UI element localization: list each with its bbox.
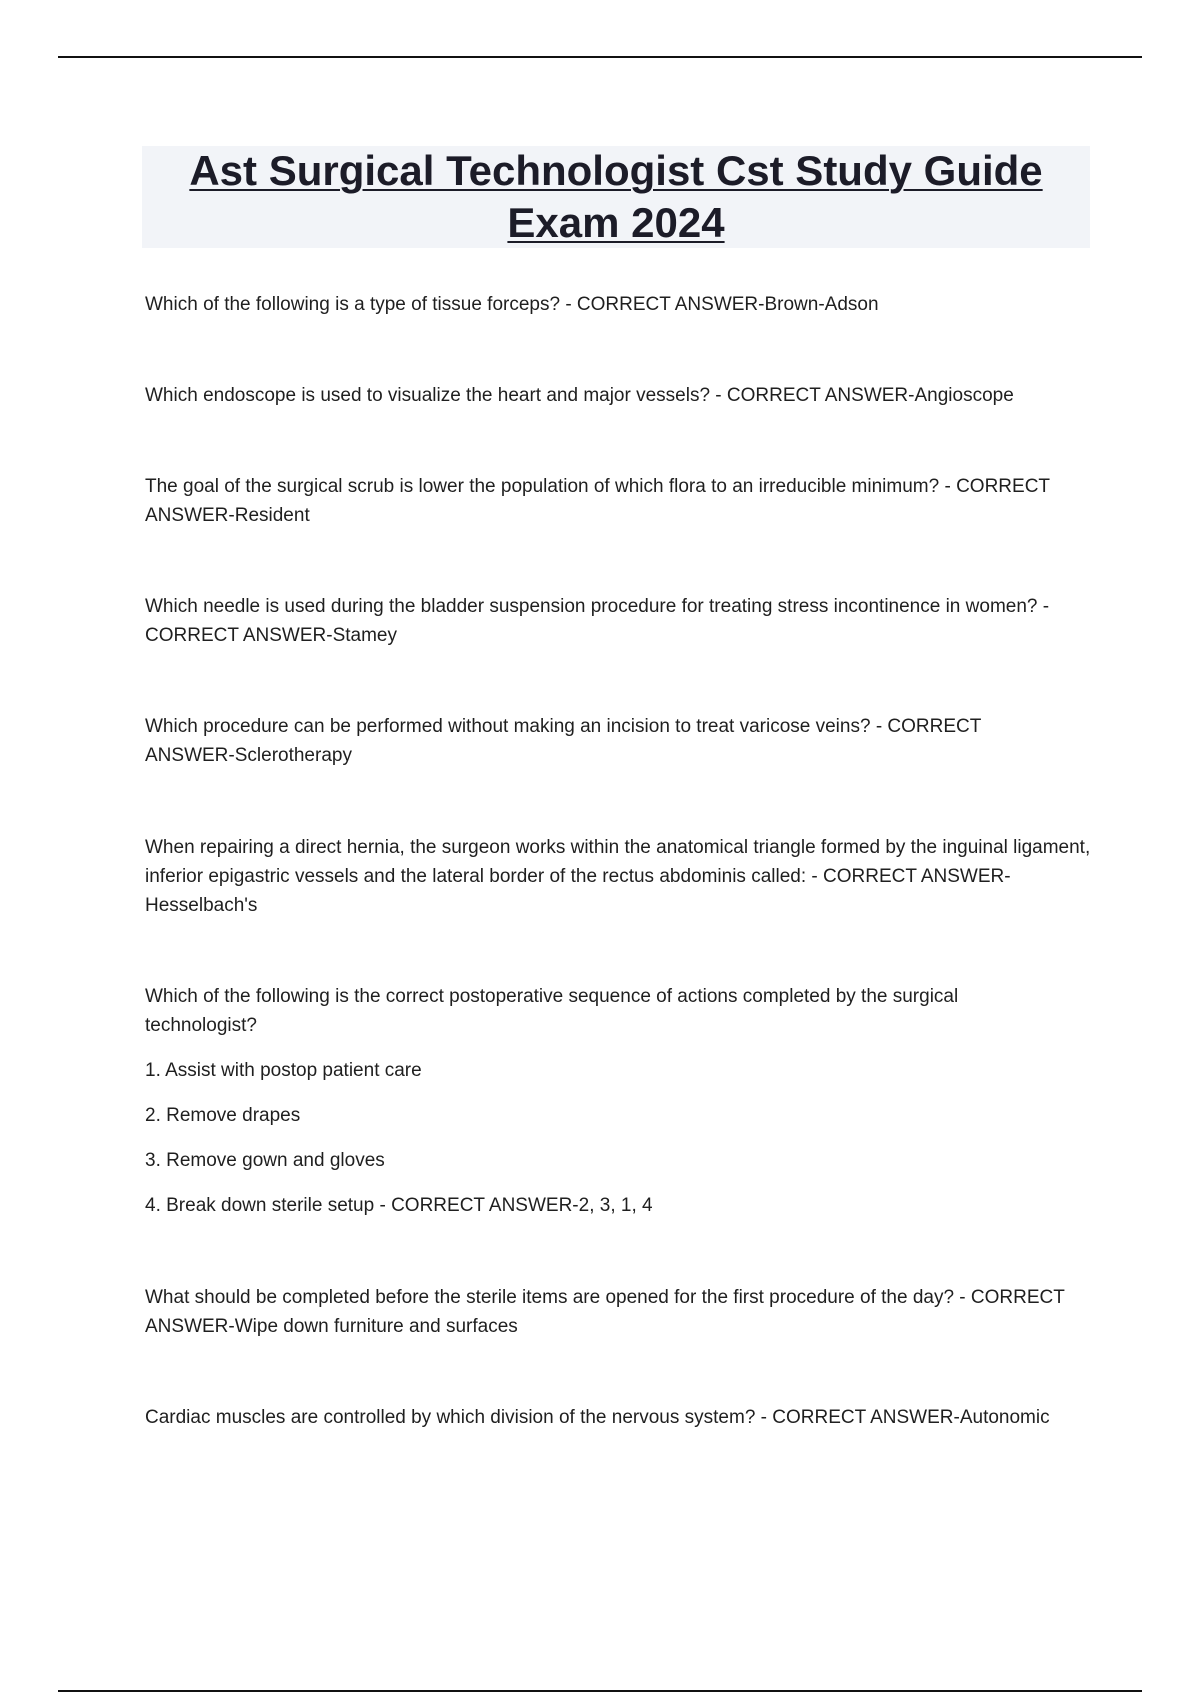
qa-item — [145, 381, 1095, 410]
question-text: The goal of the surgical scrub is lower the population of which flora to an irreducible minimum? — [145, 476, 940, 497]
list-item: 3. Remove gown and gloves — [145, 1150, 385, 1171]
answer-text: Hesselbach's — [145, 895, 258, 916]
answer-text: Brown-Adson — [764, 294, 879, 315]
qa-item — [145, 712, 1055, 770]
qa-item — [145, 290, 1095, 319]
answer-text: Sclerotherapy — [234, 745, 352, 766]
answer-separator: - CORRECT ANSWER- — [560, 294, 765, 315]
list-item: 2. Remove drapes — [145, 1105, 301, 1126]
question-text: When repairing a direct hernia, the surgeon works within the anatomical triangle formed by the inguinal ligament, inferior epigastric vessels and the lateral border of the rectus abdominis called: — [145, 837, 1091, 887]
list-item: 1. Assist with postop patient care — [145, 1060, 422, 1081]
question-text: Which of the following is the correct postoperative sequence of actions completed by the surgical technologist? — [145, 986, 959, 1036]
question-text: What should be completed before the sterile items are opened for the first procedure of the day? — [145, 1287, 955, 1308]
qa-item — [145, 833, 1095, 920]
answer-separator: - CORRECT ANSWER- — [145, 476, 1050, 526]
list-item — [145, 1191, 1055, 1220]
question-text: Which of the following is a type of tissue forceps? — [145, 294, 561, 315]
answer-separator: - CORRECT ANSWER- — [806, 866, 1011, 887]
answer-separator: - CORRECT ANSWER- — [755, 1407, 960, 1428]
question-text: Which procedure can be performed without making an incision to treat varicose veins? — [145, 716, 871, 737]
title-banner — [142, 146, 1090, 248]
answer-text: Angioscope — [914, 385, 1014, 406]
answer-separator: - CORRECT ANSWER- — [710, 385, 915, 406]
answer-separator: - CORRECT ANSWER- — [374, 1195, 579, 1216]
answer-text: Autonomic — [959, 1407, 1050, 1428]
top-rule — [58, 56, 1142, 58]
bottom-rule — [58, 1690, 1142, 1692]
qa-item — [145, 1403, 1105, 1432]
question-text: Cardiac muscles are controlled by which division of the nervous system? — [145, 1407, 756, 1428]
document-title: Ast Surgical Technologist Cst Study Guide Exam 2024 — [189, 147, 1043, 246]
question-text: Which endoscope is used to visualize the heart and major vessels? — [145, 385, 711, 406]
qa-item — [145, 982, 1055, 1220]
list-item-text: 4. Break down sterile setup — [145, 1195, 375, 1216]
answer-separator: - CORRECT ANSWER- — [145, 716, 982, 766]
qa-item — [145, 1283, 1085, 1341]
answer-text: Wipe down furniture and surfaces — [234, 1316, 518, 1337]
answer-separator: - CORRECT ANSWER- — [145, 596, 1050, 646]
question-text: Which needle is used during the bladder suspension procedure for treating stress incontinence in women? — [145, 596, 1038, 617]
answer-separator: - CORRECT ANSWER- — [145, 1287, 1065, 1337]
qa-item — [145, 592, 1055, 650]
qa-item — [145, 472, 1075, 530]
answer-text: Resident — [234, 505, 310, 526]
answer-text: Stamey — [332, 625, 397, 646]
answer-text: 2, 3, 1, 4 — [578, 1195, 653, 1216]
